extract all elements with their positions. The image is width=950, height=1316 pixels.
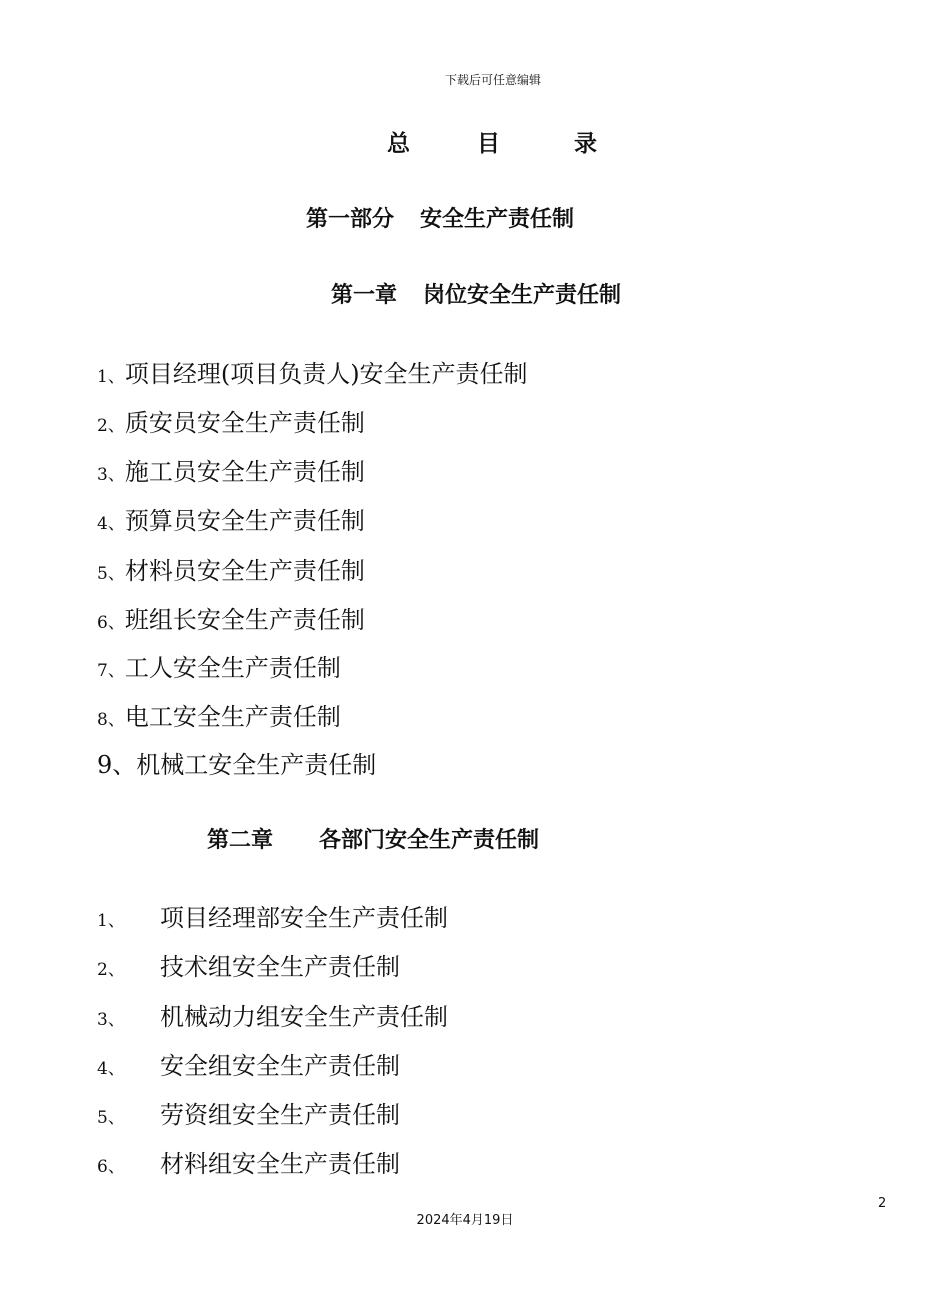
chapter-one-label: 第一章 bbox=[331, 283, 398, 308]
item-number: 1、 bbox=[97, 911, 125, 931]
item-number: 3、 bbox=[97, 465, 125, 485]
chapter-one-title: 岗位安全生产责任制 bbox=[423, 283, 622, 308]
chapter-one-item bbox=[97, 653, 341, 686]
item-text: 材料员安全生产责任制 bbox=[124, 557, 365, 585]
item-number: 6、 bbox=[97, 613, 125, 633]
chapter-one-item bbox=[97, 750, 376, 780]
chapter-two-label: 第二章 bbox=[207, 828, 274, 853]
page-number: 2 bbox=[878, 1196, 887, 1211]
chapter-one-item bbox=[97, 457, 365, 490]
toc-title-char: 录 bbox=[574, 131, 597, 157]
item-text: 技术组安全生产责任制 bbox=[160, 953, 400, 981]
chapter-one-heading bbox=[331, 281, 621, 311]
item-number: 3、 bbox=[97, 1010, 125, 1030]
item-text: 工人安全生产责任制 bbox=[124, 654, 341, 682]
item-number: 5、 bbox=[97, 564, 125, 584]
header-note: 下载后可任意编辑 bbox=[444, 73, 541, 87]
chapter-two-item bbox=[97, 1002, 448, 1035]
chapter-two-item bbox=[97, 903, 448, 936]
item-text: 材料组安全生产责任制 bbox=[160, 1150, 400, 1178]
item-text: 班组长安全生产责任制 bbox=[124, 606, 365, 634]
toc-title-char: 总 bbox=[387, 131, 410, 157]
item-text: 劳资组安全生产责任制 bbox=[160, 1101, 400, 1129]
chapter-two-title: 各部门安全生产责任制 bbox=[319, 828, 540, 853]
toc-title-char: 目 bbox=[477, 131, 500, 157]
item-number: 1、 bbox=[97, 367, 125, 387]
chapter-two-item bbox=[97, 1149, 400, 1182]
chapter-one-item bbox=[97, 702, 341, 735]
chapter-two-item bbox=[97, 952, 400, 985]
item-text: 机械动力组安全生产责任制 bbox=[160, 1003, 448, 1031]
item-text: 电工安全生产责任制 bbox=[124, 703, 341, 731]
item-number: 9、 bbox=[97, 751, 137, 779]
item-text: 机械工安全生产责任制 bbox=[136, 751, 377, 779]
item-text: 项目经理(项目负责人)安全生产责任制 bbox=[124, 360, 528, 388]
item-number: 4、 bbox=[97, 514, 125, 534]
item-number: 8、 bbox=[97, 710, 125, 730]
item-number: 5、 bbox=[97, 1108, 125, 1128]
item-text: 安全组安全生产责任制 bbox=[160, 1052, 400, 1080]
chapter-two-heading bbox=[207, 826, 539, 856]
chapter-two-item bbox=[97, 1100, 400, 1133]
part-one-heading bbox=[306, 205, 574, 235]
item-number: 4、 bbox=[97, 1059, 125, 1079]
chapter-one-item bbox=[97, 605, 365, 638]
item-number: 2、 bbox=[97, 416, 125, 436]
item-number: 2、 bbox=[97, 960, 125, 980]
chapter-one-item bbox=[97, 359, 528, 392]
item-number: 6、 bbox=[97, 1157, 125, 1177]
item-number: 7、 bbox=[97, 661, 125, 681]
chapter-one-item bbox=[97, 556, 365, 589]
part-one-label: 第一部分 bbox=[306, 207, 395, 232]
part-one-title: 安全生产责任制 bbox=[420, 207, 575, 232]
item-text: 质安员安全生产责任制 bbox=[124, 409, 365, 437]
chapter-one-item bbox=[97, 506, 365, 539]
toc-title bbox=[387, 128, 597, 160]
footer-date: 2024年4月19日 bbox=[416, 1213, 514, 1228]
item-text: 项目经理部安全生产责任制 bbox=[160, 904, 448, 932]
chapter-one-item bbox=[97, 408, 365, 441]
item-text: 预算员安全生产责任制 bbox=[124, 507, 365, 535]
chapter-two-item bbox=[97, 1051, 400, 1084]
item-text: 施工员安全生产责任制 bbox=[124, 458, 365, 486]
